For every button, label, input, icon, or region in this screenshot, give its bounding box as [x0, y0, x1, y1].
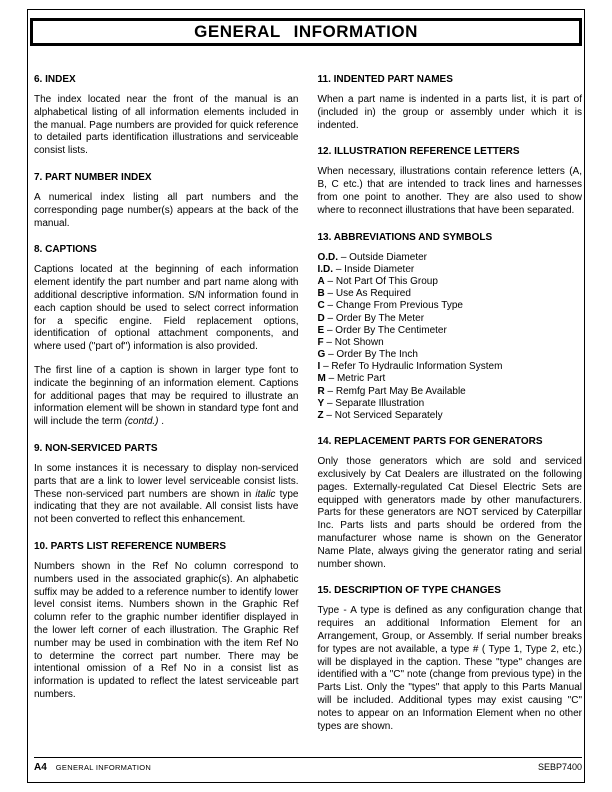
section-heading: 12. ILLUSTRATION REFERENCE LETTERS: [317, 146, 520, 158]
section-heading: 15. DESCRIPTION OF TYPE CHANGES: [317, 585, 501, 597]
paragraph-italic-term: (contd.): [124, 416, 159, 428]
left-column: [34, 64, 299, 744]
abbreviation-key: R: [317, 385, 325, 397]
abbreviation-item: [318, 398, 583, 410]
footer-page-number: A4: [34, 762, 47, 773]
section-heading: 8. CAPTIONS: [34, 244, 97, 256]
abbreviation-desc: – Remfg Part May Be Available: [327, 385, 466, 397]
paragraph-text: In some instances it is necessary to display non-serviced parts that are a link to lower level serviceable consist lists. These non-serviced part numbers are shown in: [34, 462, 299, 500]
abbreviation-key: I.D.: [317, 263, 334, 275]
abbreviation-item: [318, 300, 583, 312]
paragraph-text: .: [158, 416, 165, 428]
section-captions: [34, 244, 299, 429]
paragraph-text: type indicating that they are not available. All consist lists have not been converted to reflect this enhancement.: [34, 488, 299, 526]
abbreviation-desc: – Not Shown: [326, 336, 384, 348]
abbreviation-item: [318, 276, 583, 288]
abbreviation-desc: – Outside Diameter: [340, 251, 427, 263]
abbreviation-key: G: [317, 349, 326, 361]
abbreviation-item: [318, 325, 583, 337]
section-heading: 14. REPLACEMENT PARTS FOR GENERATORS: [317, 436, 543, 448]
abbreviation-key: I: [317, 361, 321, 373]
section-paragraph: When necessary, illustrations contain reference letters (A, B, C etc.) that are intended to track lines and harnesses from one point to another. They are also used to show where to reconnect illustrations that have been separated.: [317, 166, 582, 216]
abbreviation-desc: – Use As Required: [327, 288, 411, 300]
abbreviation-item: [318, 349, 583, 361]
section-non-serviced-parts: [34, 443, 299, 527]
abbreviation-desc: – Order By The Meter: [327, 312, 425, 324]
section-paragraph: The index located near the front of the manual is an alphabetical listing of all information elements included in the manual. Page numbers are provided for quick reference to detailed parts identification illustrations and serviceable consist lists.: [34, 94, 299, 157]
abbreviation-item: [318, 410, 583, 422]
abbreviation-key: A: [317, 275, 325, 287]
abbreviation-desc: – Inside Diameter: [335, 263, 415, 275]
right-column: [318, 64, 583, 744]
section-paragraph: [34, 365, 299, 429]
abbreviation-desc: – Metric Part: [328, 373, 386, 385]
section-heading: 10. PARTS LIST REFERENCE NUMBERS: [34, 540, 227, 552]
abbreviation-item: [318, 252, 583, 264]
abbreviation-item: [318, 288, 583, 300]
content-columns: [34, 64, 582, 744]
abbreviation-item: [318, 313, 583, 325]
abbreviation-desc: – Refer To Hydraulic Information System: [323, 361, 503, 373]
abbreviation-key: M: [317, 373, 326, 385]
abbreviation-item: [318, 361, 583, 373]
section-paragraph: Numbers shown in the Ref No column correspond to numbers used in the associated graphic(s). An alphabetic suffix may be added to a reference number to identify lower level consist items. Numbers shown in the Graphic Ref column refer to the graphic number identifier displayed in the lower left corner of each illustration. The Graphic Ref number may be used in combination with the item Ref No to determine the correct part number. There may be intentional omission of a Ref No in a consist list as information is updated to reflect the latest serviceable part numbers.: [34, 560, 299, 700]
paragraph-italic-term: italic: [255, 488, 276, 500]
abbreviation-item: [318, 337, 583, 349]
section-heading: 9. NON-SERVICED PARTS: [34, 442, 158, 454]
section-paragraph: [34, 463, 299, 527]
abbreviation-desc: – Separate Illustration: [326, 397, 425, 409]
abbreviation-list: [318, 252, 583, 423]
abbreviation-key: B: [317, 288, 325, 300]
abbreviation-item: [318, 264, 583, 276]
section-heading: 6. INDEX: [34, 74, 76, 85]
abbreviation-desc: – Order By The Inch: [328, 349, 418, 361]
section-heading: 7. PART NUMBER INDEX: [34, 171, 152, 183]
paragraph-text: The first line of a caption is shown in larger type font to indicate the beginning of an information element. Captions for additional pages that may be required to illustrate an information element will be shown in standard type font and will include the term: [34, 364, 299, 428]
section-indented-part-names: [318, 74, 583, 132]
abbreviation-key: Y: [317, 397, 325, 409]
section-part-number-index: [34, 172, 299, 230]
section-paragraph: When a part name is indented in a parts list, it is part of (included in) the group or assembly under which it is indented.: [317, 94, 582, 131]
page-title-box: [30, 18, 582, 46]
abbreviation-key: Z: [317, 410, 324, 422]
abbreviation-key: E: [317, 324, 325, 336]
section-index: [34, 74, 299, 158]
section-illustration-reference-letters: [318, 146, 583, 217]
abbreviation-item: [318, 373, 583, 385]
abbreviation-desc: – Not Serviced Separately: [326, 410, 443, 422]
section-replacement-parts-for-generators: [318, 436, 583, 571]
section-paragraph: Type - A type is defined as any configuration change that requires an additional Information Element for an Arrangement, Group, or Assembly. If serial number breaks for types are not available, a type # ( Type 1, Type 2, etc.) will be displayed in the caption. These "type" changes are identified with a "C" note (change from previous type) in the Parts List. Only the "types" that apply to this Parts Manual will be included. Additional types may exist causing "C" notes to appear on an Information Element when no other types are shown.: [317, 605, 582, 732]
footer-section-label: GENERAL INFORMATION: [55, 763, 152, 772]
section-paragraph: Captions located at the beginning of each information element identify the part number and part name along with additional descriptive information. S/N information found in each caption should be used to select correct information for a specific engine. Field replacement options, identification of optional attachment components, and where used ("part of") information is also provided.: [34, 264, 299, 353]
section-heading: 13. ABBREVIATIONS AND SYMBOLS: [317, 231, 493, 243]
section-description-of-type-changes: [318, 585, 583, 733]
abbreviation-key: F: [317, 336, 324, 348]
footer-rule: [34, 757, 582, 758]
section-parts-list-reference-numbers: [34, 541, 299, 702]
page-title: GENERAL INFORMATION: [194, 22, 418, 41]
section-abbreviations-and-symbols: [318, 232, 583, 423]
abbreviation-key: O.D.: [317, 251, 339, 263]
footer: [34, 762, 582, 773]
section-paragraph: A numerical index listing all part numbers and the corresponding page number(s) appears at the back of the manual.: [34, 191, 299, 229]
abbreviation-key: D: [317, 312, 325, 324]
abbreviation-item: [318, 386, 583, 398]
abbreviation-desc: – Change From Previous Type: [327, 300, 463, 312]
abbreviation-key: C: [317, 300, 325, 312]
section-heading: 11. INDENTED PART NAMES: [317, 74, 453, 85]
abbreviation-desc: – Not Part Of This Group: [327, 275, 438, 287]
section-paragraph: Only those generators which are sold and serviced exclusively by Cat Dealers are illustrated on the following pages. Externally-regulated Cat Diesel Electric Sets are equipped with generators made by other manufacturers. Parts for these generators are NOT serviced by Caterpillar Inc. Parts lists and parts should be ordered from the manufacturer whose name is shown on the Generator Name Plate, always giving the generator rating and serial number shown.: [317, 456, 582, 570]
footer-doc-code: SEBP7400: [537, 762, 582, 772]
abbreviation-desc: – Order By The Centimeter: [326, 324, 447, 336]
